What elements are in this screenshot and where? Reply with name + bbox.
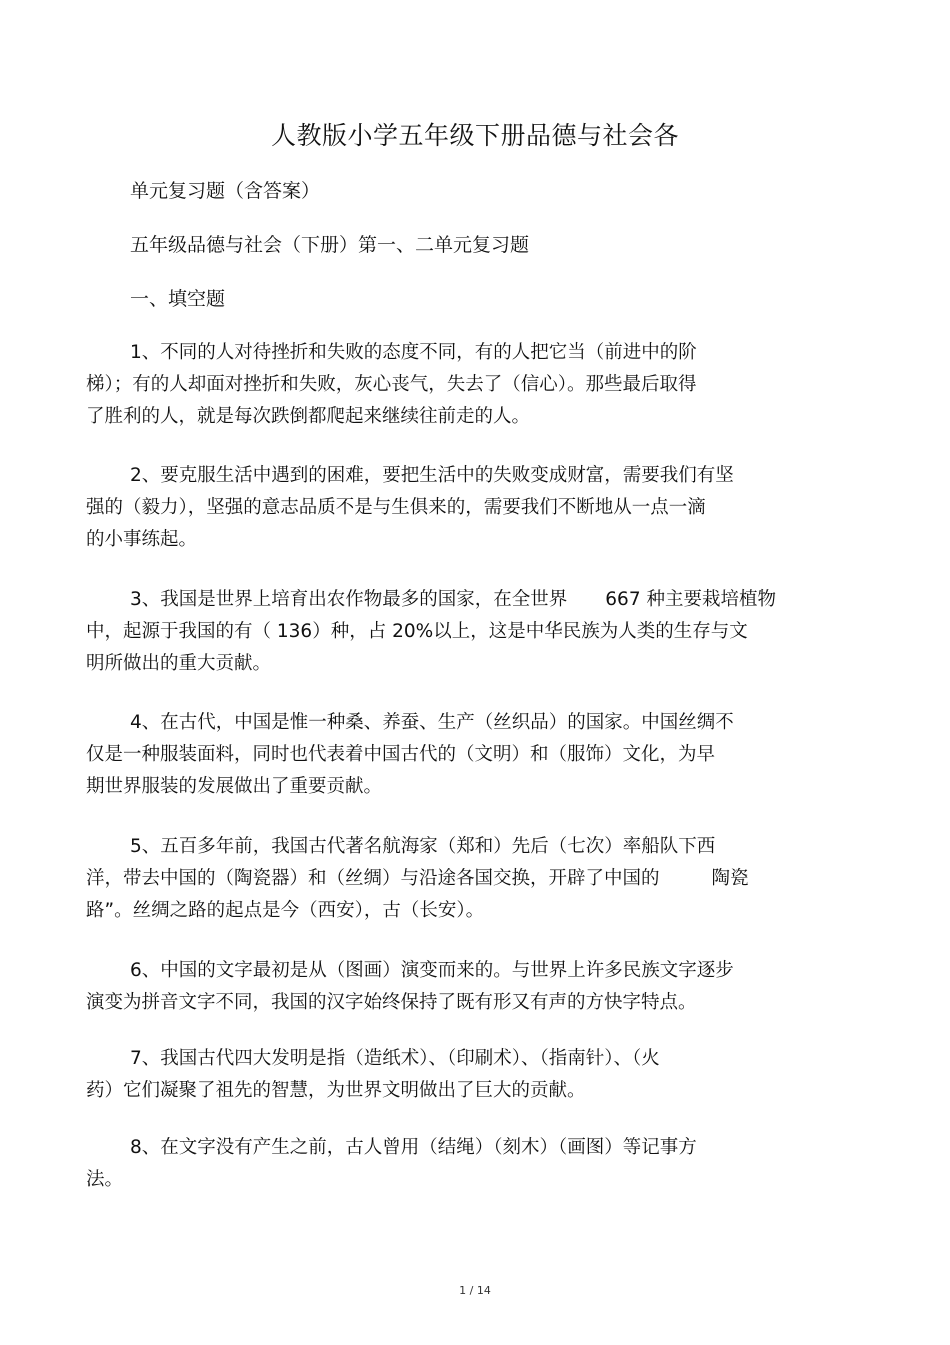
question-5	[86, 831, 856, 927]
question-4	[86, 707, 856, 803]
section-title: 五年级品德与社会（下册）第一、二单元复习题	[130, 234, 530, 256]
document-subtitle: 单元复习题（含答案）	[130, 180, 321, 202]
question-1-line-3: 了胜利的人，就是每次跌倒都爬起来继续往前走的人。	[86, 406, 531, 427]
question-6	[86, 955, 856, 1019]
question-3-line-1	[86, 584, 856, 616]
question-3-line-1-part-b: 667 种主要栽培植物	[605, 589, 776, 610]
question-3-line-1-part-a: 3、我国是世界上培育出农作物最多的国家，在全世界	[130, 589, 568, 610]
question-7-line-1: 7、我国古代四大发明是指（造纸术）、（印刷术）、（指南针）、（火	[130, 1048, 660, 1069]
question-4-line-2: 仅是一种服装面料，同时也代表着中国古代的（文明）和（服饰）文化，为早	[86, 744, 716, 765]
question-2-line-3: 的小事练起。	[86, 529, 198, 550]
question-8	[86, 1132, 856, 1196]
question-4-line-1: 4、在古代，中国是惟一种桑、养蚕、生产（丝织品）的国家。中国丝绸不	[130, 712, 734, 733]
question-6-line-1: 6、中国的文字最初是从（图画）演变而来的。与世界上许多民族文字逐步	[130, 960, 734, 981]
question-5-line-2-part-a: 洋，带去中国的（陶瓷器）和（丝绸）与沿途各国交换，开辟了中国的	[86, 868, 660, 889]
page-indicator: 1 / 14	[459, 1284, 491, 1297]
question-3-line-3: 明所做出的重大贡献。	[86, 653, 272, 674]
question-8-line-2: 法。	[86, 1169, 124, 1190]
question-2-line-2: 强的（毅力），坚强的意志品质不是与生俱来的，需要我们不断地从一点一滴	[86, 497, 706, 518]
question-7	[86, 1043, 856, 1107]
question-6-line-2: 演变为拼音文字不同，我国的汉字始终保持了既有形又有声的方快字特点。	[86, 992, 697, 1013]
question-5-line-2	[86, 863, 856, 895]
question-7-line-2: 药）它们凝聚了祖先的智慧，为世界文明做出了巨大的贡献。	[86, 1080, 586, 1101]
question-3	[86, 584, 856, 680]
part-title: 一、填空题	[130, 288, 226, 310]
question-8-line-1: 8、在文字没有产生之前，古人曾用（结绳）（刻木）（画图）等记事方	[130, 1137, 697, 1158]
question-1	[86, 337, 856, 433]
question-5-line-3: 路”。丝绸之路的起点是今（西安），古（长安）。	[86, 900, 485, 921]
question-1-line-1: 1、不同的人对待挫折和失败的态度不同，有的人把它当（前进中的阶	[130, 342, 697, 363]
question-2	[86, 460, 856, 556]
question-2-line-1: 2、要克服生活中遇到的困难，要把生活中的失败变成财富，需要我们有坚	[130, 465, 734, 486]
question-4-line-3: 期世界服装的发展做出了重要贡献。	[86, 776, 383, 797]
question-3-line-2: 中，起源于我国的有（ 136）种，占 20%以上，这是中华民族为人类的生存与文	[86, 621, 748, 642]
question-5-line-2-part-b: 陶瓷	[711, 868, 749, 889]
question-1-line-2: 梯）；有的人却面对挫折和失败，灰心丧气，失去了（信心）。那些最后取得	[86, 374, 697, 395]
question-5-line-1: 5、五百多年前，我国古代著名航海家（郑和）先后（七次）率船队下西	[130, 836, 716, 857]
document-title: 人教版小学五年级下册品德与社会各	[270, 121, 679, 150]
